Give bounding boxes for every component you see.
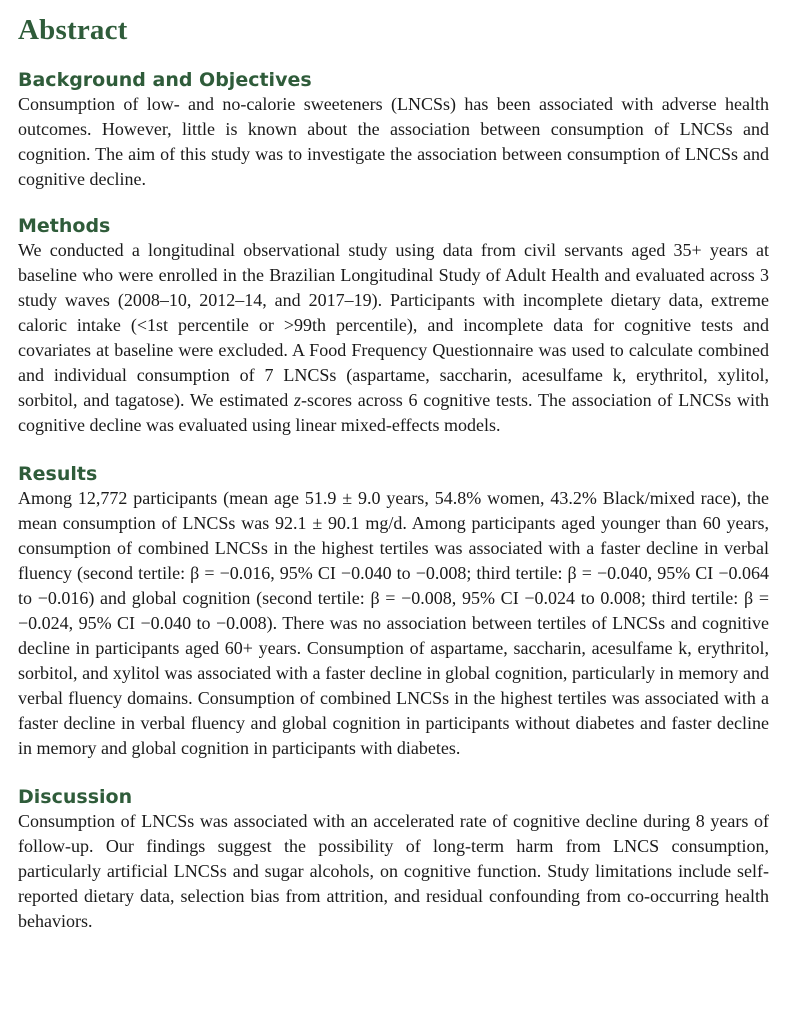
section-background-objectives xyxy=(18,68,769,192)
section-heading-background: Background and Objectives xyxy=(18,69,312,91)
section-body-methods xyxy=(18,238,769,438)
methods-text-part-2: -scores across 6 cognitive tests. The association of LNCSs with cognitive decline was evaluated using linear mixed-effects models. xyxy=(18,390,769,435)
section-body-background: Consumption of low- and no-calorie sweeteners (LNCSs) has been associated with adverse health outcomes. However, little is known about the association between consumption of LNCSs and cognition. The aim of this study was to investigate the association between consumption of LNCSs and cognitive decline. xyxy=(18,94,769,189)
section-results xyxy=(18,462,769,761)
section-heading-results: Results xyxy=(18,463,98,485)
section-discussion xyxy=(18,785,769,934)
methods-text-part-1: We conducted a longitudinal observational study using data from civil servants aged 35+ years at baseline who were enrolled in the Brazilian Longitudinal Study of Adult Health and evaluated across 3 study waves (2008–10, 2012–14, and 2017–19). Participants with incomplete dietary data, extreme caloric intake (<1st percentile or >99th percentile), and incomplete data for cognitive tests and covariates at baseline were excluded. A Food Frequency Questionnaire was used to calculate combined and individual consumption of 7 LNCSs (aspartame, saccharin, acesulfame k, erythritol, xylitol, sorbitol, and tagatose). We estimated xyxy=(18,240,769,410)
section-heading-methods: Methods xyxy=(18,215,111,237)
abstract-page xyxy=(18,12,769,934)
abstract-title: Abstract xyxy=(18,14,128,46)
methods-italic-z: z xyxy=(293,390,301,410)
section-body-discussion: Consumption of LNCSs was associated with an accelerated rate of cognitive decline during 8 years of follow-up. Our findings suggest the possibility of long-term harm from LNCS consumption, particularly artificial LNCSs and sugar alcohols, on cognitive function. Study limitations include self-reported dietary data, selection bias from attrition, and residual confounding from co-occurring health behaviors. xyxy=(18,811,769,931)
section-methods xyxy=(18,214,769,438)
section-body-results: Among 12,772 participants (mean age 51.9 ± 9.0 years, 54.8% women, 43.2% Black/mixed race), the mean consumption of LNCSs was 92.1 ± 90.1 mg/d. Among participants aged younger than 60 years, consumption of combined LNCSs in the highest tertiles was associated with a faster decline in verbal fluency (second tertile: β = −0.016, 95% CI −0.040 to −0.008; third tertile: β = −0.040, 95% CI −0.064 to −0.016) and global cognition (second tertile: β = −0.008, 95% CI −0.024 to 0.008; third tertile: β = −0.024, 95% CI −0.040 to −0.008). There was no association between tertiles of LNCSs and cognitive decline in participants aged 60+ years. Consumption of aspartame, saccharin, acesulfame k, erythritol, sorbitol, and xylitol was associated with a faster decline in global cognition, particularly in memory and verbal fluency domains. Consumption of combined LNCSs in the highest tertiles was associated with a faster decline in verbal fluency and global cognition in participants without diabetes and faster decline in memory and global cognition in participants with diabetes. xyxy=(18,488,769,758)
section-heading-discussion: Discussion xyxy=(18,786,133,808)
